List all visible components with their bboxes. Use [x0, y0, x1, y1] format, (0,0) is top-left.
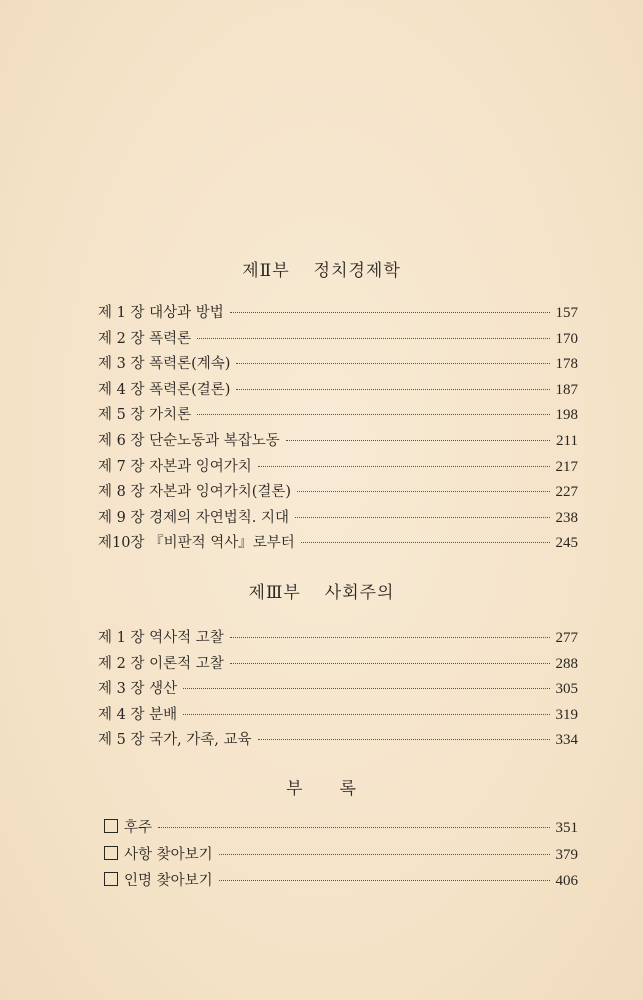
leader-dots [230, 637, 550, 638]
leader-dots [197, 338, 550, 339]
toc-entry[interactable] [98, 703, 578, 729]
toc-entry[interactable] [104, 843, 578, 870]
leader-dots [183, 688, 550, 689]
toc-entry-label: 제 9 장 경제의 자연법칙. 지대 [98, 509, 289, 526]
toc-entry-page: 187 [555, 381, 578, 398]
toc-entry-label: 제 1 장 역사적 고찰 [98, 630, 224, 646]
toc-entry-label: 제 4 장 분배 [98, 706, 178, 723]
toc-entry-page: 238 [555, 509, 578, 526]
toc-entry-label: 제 3 장 폭력론(계속) [98, 356, 231, 373]
toc-entry-page: 351 [555, 820, 578, 836]
toc-entry-page: 305 [555, 681, 578, 698]
toc-entry-label: 제 2 장 이론적 고찰 [98, 655, 224, 672]
leader-dots [297, 491, 550, 492]
part3-heading [0, 578, 643, 603]
leader-dots [158, 827, 550, 828]
part2-chapter-list [98, 301, 578, 557]
toc-entry-page: 277 [555, 630, 578, 646]
toc-entry[interactable] [104, 816, 578, 843]
leader-dots [295, 517, 550, 518]
toc-entry-page: 157 [555, 305, 578, 321]
toc-entry-page: 170 [555, 330, 578, 347]
toc-entry[interactable] [98, 455, 578, 481]
toc-entry-label: 후주 [124, 820, 153, 836]
leader-dots [258, 739, 550, 740]
toc-entry[interactable] [98, 677, 578, 703]
leader-dots [236, 389, 550, 390]
appendix-heading-right: 록 [339, 779, 357, 799]
toc-entry[interactable] [98, 327, 578, 353]
toc-entry-label: 사항 찾아보기 [124, 846, 213, 863]
toc-entry[interactable] [98, 480, 578, 506]
toc-entry-label: 제 8 장 자본과 잉여가치(결론) [98, 484, 292, 501]
leader-dots [219, 880, 550, 881]
leader-dots [219, 854, 550, 855]
toc-entry-page: 379 [555, 846, 578, 863]
leader-dots [230, 312, 550, 313]
part3-heading-title: 사회주의 [324, 583, 395, 603]
checkbox-square-icon [104, 872, 118, 886]
toc-entry-label: 제 1 장 대상과 방법 [98, 305, 224, 321]
toc-entry-page: 319 [555, 706, 578, 723]
leader-dots [183, 714, 550, 715]
toc-entry[interactable] [98, 403, 578, 429]
checkbox-square-icon [104, 846, 118, 860]
appendix-heading [0, 774, 643, 799]
toc-entry[interactable] [98, 352, 578, 378]
leader-dots [286, 440, 550, 441]
toc-entry[interactable] [98, 652, 578, 678]
toc-entry-page: 406 [555, 873, 578, 889]
part3-chapter-list [98, 626, 578, 754]
toc-entry-label: 인명 찾아보기 [124, 873, 213, 889]
toc-entry[interactable] [98, 429, 578, 455]
checkbox-square-icon [104, 819, 118, 833]
toc-entry-label: 제 4 장 폭력론(결론) [98, 381, 231, 398]
toc-entry-page: 178 [555, 356, 578, 373]
toc-entry-page: 217 [555, 458, 578, 475]
toc-entry[interactable] [98, 728, 578, 754]
toc-entry-label: 제 3 장 생산 [98, 681, 178, 698]
appendix-heading-left: 부 [286, 779, 304, 799]
leader-dots [197, 414, 550, 415]
part2-heading-title: 정치경제학 [313, 261, 401, 281]
toc-entry[interactable] [98, 506, 578, 532]
toc-entry[interactable] [98, 531, 578, 557]
toc-entry-label: 제 2 장 폭력론 [98, 330, 192, 347]
leader-dots [236, 363, 550, 364]
toc-entry-page: 227 [555, 484, 578, 501]
toc-entry-page: 334 [555, 732, 578, 749]
leader-dots [301, 542, 550, 543]
toc-entry-page: 288 [555, 655, 578, 672]
toc-entry[interactable] [98, 626, 578, 652]
part2-heading-prefix: 제Ⅱ부 [242, 261, 290, 281]
toc-entry-page: 198 [555, 407, 578, 424]
part2-heading [0, 256, 643, 281]
toc-entry-page: 211 [556, 432, 578, 449]
toc-entry[interactable] [98, 378, 578, 404]
toc-entry[interactable] [104, 869, 578, 896]
part3-heading-prefix: 제Ⅲ부 [248, 583, 301, 603]
toc-entry-label: 제 5 장 국가, 가족, 교육 [98, 732, 252, 749]
leader-dots [258, 466, 550, 467]
toc-entry-label: 제10장 『비판적 역사』로부터 [98, 535, 295, 552]
toc-entry-label: 제 5 장 가치론 [98, 407, 192, 424]
toc-entry-label: 제 6 장 단순노동과 복잡노동 [98, 432, 280, 449]
toc-entry[interactable] [98, 301, 578, 327]
appendix-list [104, 816, 578, 896]
leader-dots [230, 663, 550, 664]
toc-entry-page: 245 [555, 535, 578, 552]
toc-entry-label: 제 7 장 자본과 잉여가치 [98, 458, 252, 475]
